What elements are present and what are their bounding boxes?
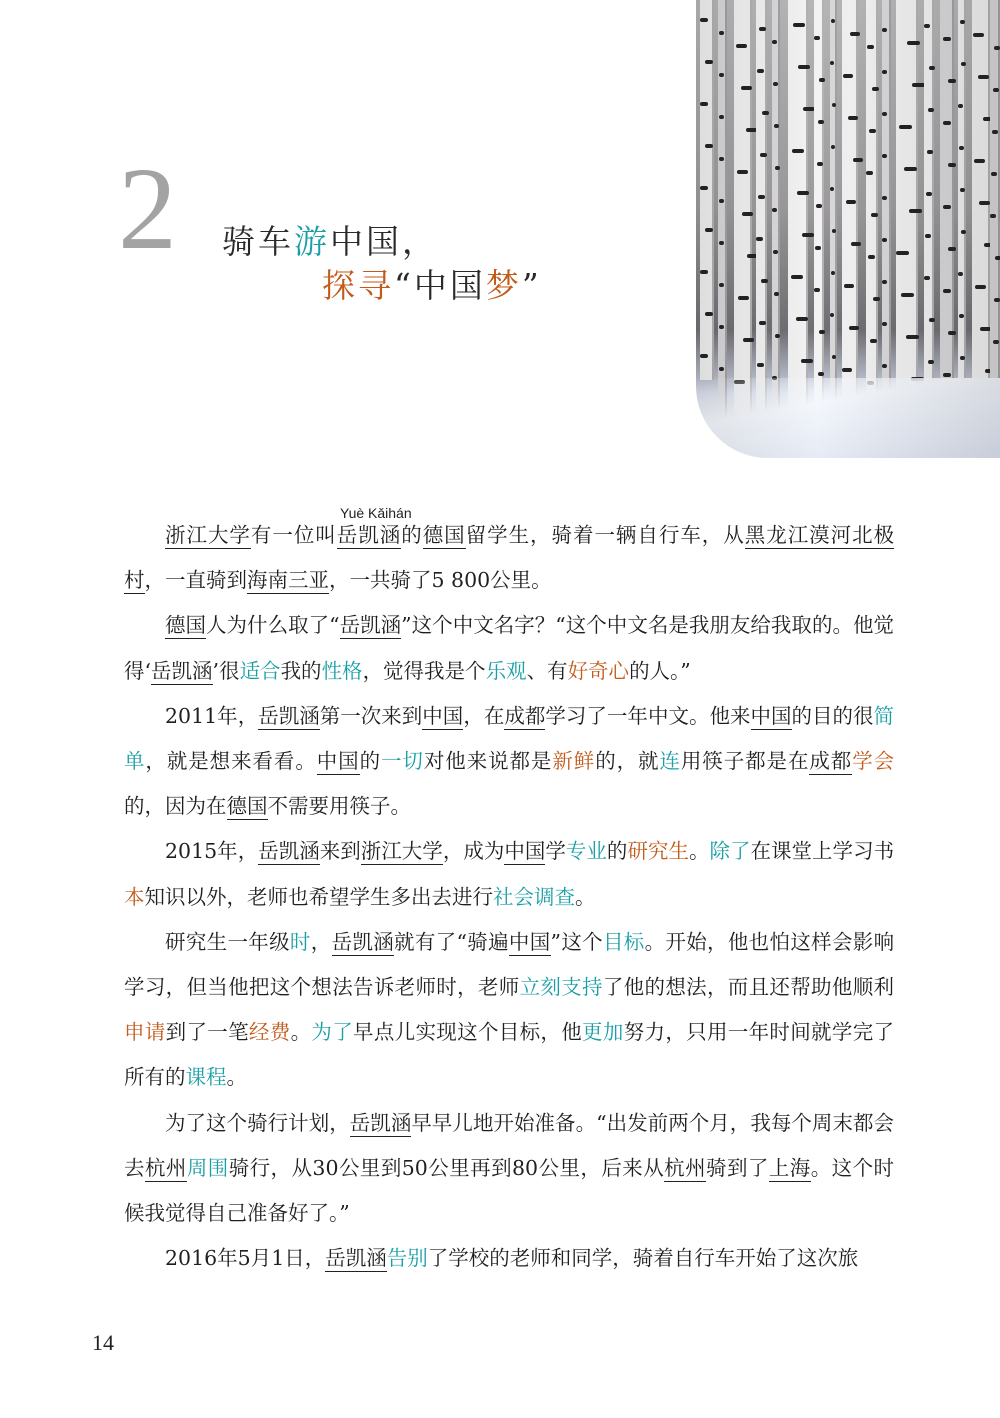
text-run: 2011年，: [165, 703, 259, 728]
text-run: 的: [359, 749, 382, 774]
text-run: ，觉得我是个: [362, 658, 486, 683]
text-run: ’很: [212, 658, 240, 683]
paragraph: [124, 1236, 894, 1281]
text-run: ，在: [463, 703, 505, 728]
vocab-word: 课程: [185, 1065, 227, 1090]
vocab-word: 性格: [321, 658, 363, 683]
proper-noun: 岳凯涵: [339, 613, 402, 638]
text-run: ，一直骑到: [144, 568, 247, 593]
text-run: 到了一笔: [165, 1020, 249, 1045]
proper-noun: 中国: [750, 703, 792, 728]
proper-noun: 德国: [226, 794, 268, 819]
text-run: 人为什么取了“: [206, 613, 340, 638]
proper-noun: 杭州: [664, 1155, 707, 1180]
vocab-word: 支持: [561, 975, 603, 1000]
lesson-title-line1: 骑车游中国，: [222, 222, 438, 261]
vocab-word: 为了: [311, 1020, 354, 1045]
proper-noun: 成都: [809, 749, 853, 774]
vocab-word: 社会调查: [493, 884, 575, 909]
paragraph: [124, 694, 894, 830]
text-run: 来到: [319, 839, 361, 864]
text-run: 为了这个骑行计划，: [165, 1110, 350, 1135]
vocab-word: 申请: [124, 1020, 166, 1045]
text-run: ，就是想来看看。: [145, 749, 317, 774]
text-run: 研究生一年级: [165, 929, 290, 954]
text-run: 的人。”: [629, 658, 691, 683]
text-run: 。开始，他也怕这样会影响学习，但当他把这个想法告诉老师时，老师: [124, 929, 895, 1000]
text-run: 。: [290, 1020, 312, 1045]
text-run: 就有了“骑遍: [394, 929, 509, 954]
text-run: 的: [606, 839, 628, 864]
paragraph: [124, 603, 894, 693]
vocab-word: 适合: [239, 658, 281, 683]
text-run: 。这个时候我觉得自己准备好了。”: [124, 1155, 895, 1226]
paragraph: [124, 1101, 894, 1237]
text-run: ，: [310, 929, 332, 954]
page-number: 14: [92, 1330, 114, 1355]
birch-forest-photo: [696, 0, 1000, 458]
proper-noun: 岳凯涵: [258, 839, 320, 864]
text-run: 。: [575, 884, 596, 909]
text-run: 的目的很: [791, 703, 874, 728]
text-run: 2015年，: [165, 839, 259, 864]
text-run: 的: [401, 523, 423, 547]
text-run: 。: [226, 1065, 247, 1090]
proper-noun: 德国: [422, 523, 466, 547]
proper-noun: 岳凯涵: [331, 929, 395, 954]
text-run: 早早儿地开始准备。“出发前两个月，我每个周末都会去: [124, 1110, 895, 1180]
text-run: 第一次来到: [319, 703, 423, 728]
lesson-title-line2: 探寻“中国梦”: [322, 266, 542, 305]
text-run: 留学生，骑着一辆自行车，从: [465, 523, 745, 547]
proper-noun: 岳凯涵: [349, 1110, 412, 1135]
text-run: 有一位叫: [250, 523, 337, 547]
proper-noun: 漠河: [809, 523, 853, 547]
proper-noun: 岳凯涵: [336, 523, 402, 547]
vocab-word: 专业: [565, 839, 607, 864]
text-run: 学习了一年中文。他来: [545, 703, 751, 728]
text-run: 早点儿实现这个目标，他: [353, 1020, 583, 1045]
vocab-word: 连: [659, 749, 681, 774]
text-run: 在课堂上学习书: [750, 839, 895, 864]
article-body: [124, 513, 894, 1281]
text-run: 我的: [280, 658, 322, 683]
text-run: 了学校的老师和同学，骑着自行车开始了这次旅: [427, 1246, 859, 1271]
vocab-word: 立刻: [519, 975, 562, 1000]
text-run: 骑到了: [706, 1155, 769, 1180]
vocab-word: 除了: [709, 839, 751, 864]
proper-noun: 中国: [508, 929, 551, 954]
paragraph: [124, 920, 894, 1101]
pinyin-annotation: Yuè Kǎihán: [340, 505, 412, 521]
text-run: 的，就: [595, 749, 660, 774]
proper-noun: 中国: [504, 839, 546, 864]
text-run: ”这个中文名字？“这个中文名是我朋友给我取的。他觉得‘: [124, 613, 894, 683]
text-run: 。: [688, 839, 710, 864]
proper-noun: 德国: [165, 613, 207, 638]
proper-noun: 黑龙江: [744, 523, 810, 547]
vocab-word: 周围: [186, 1155, 229, 1180]
proper-noun: 岳凯涵: [151, 658, 213, 683]
vocab-word: 好奇心: [567, 658, 630, 683]
text-run: 对他来说都是: [423, 749, 553, 774]
proper-noun: 浙江大学: [360, 839, 443, 864]
paragraph: [124, 829, 894, 919]
text-run: 2016年5月1日，: [165, 1246, 326, 1271]
text-run: 、有: [526, 658, 568, 683]
proper-noun: 中国: [316, 749, 360, 774]
proper-noun: 海南: [247, 568, 288, 593]
proper-noun: 三亚: [288, 568, 329, 593]
paragraph: [124, 513, 894, 603]
text-run: 知识以外，老师也希望学生多出去进行: [144, 884, 493, 909]
text-run: 不需要用筷子。: [267, 794, 411, 819]
proper-noun: 北极村: [124, 523, 895, 593]
text-run: 了他的想法，而且还帮助他顺利: [602, 975, 895, 1000]
vocab-word: 学会: [852, 749, 895, 774]
proper-noun: 中国: [422, 703, 464, 728]
vocab-word: 目标: [602, 929, 645, 954]
vocab-word: 乐观: [485, 658, 527, 683]
proper-noun: 岳凯涵: [258, 703, 320, 728]
text-run: 努力，只用一年时间就学完了所有的: [124, 1020, 895, 1090]
proper-noun: 杭州: [144, 1155, 187, 1180]
vocab-word: 新鲜: [552, 749, 596, 774]
text-run: ”这个: [550, 929, 603, 954]
vocab-word: 一切: [381, 749, 424, 774]
text-run: 骑行，从30公里到50公里再到80公里，后来从: [228, 1155, 665, 1180]
text-run: 用筷子都是在: [680, 749, 810, 774]
vocab-word: 告别: [386, 1246, 428, 1271]
text-run: ，成为: [442, 839, 505, 864]
vocab-word: 研究生: [627, 839, 689, 864]
vocab-word: 更加: [582, 1020, 624, 1045]
proper-noun: 岳凯涵: [325, 1246, 387, 1271]
lesson-number: 2: [118, 143, 177, 274]
vocab-word: 简单: [124, 703, 895, 774]
proper-noun: 上海: [768, 1155, 811, 1180]
vocab-word: 时: [289, 929, 311, 954]
vocab-word: 本: [124, 884, 145, 909]
text-run: ，一共骑了5 800公里。: [329, 568, 552, 593]
proper-noun: 成都: [504, 703, 546, 728]
vocab-word: 经费: [248, 1020, 291, 1045]
proper-noun: 浙江大学: [165, 523, 251, 547]
text-run: 学: [545, 839, 566, 864]
text-run: 的，因为在: [124, 794, 227, 819]
